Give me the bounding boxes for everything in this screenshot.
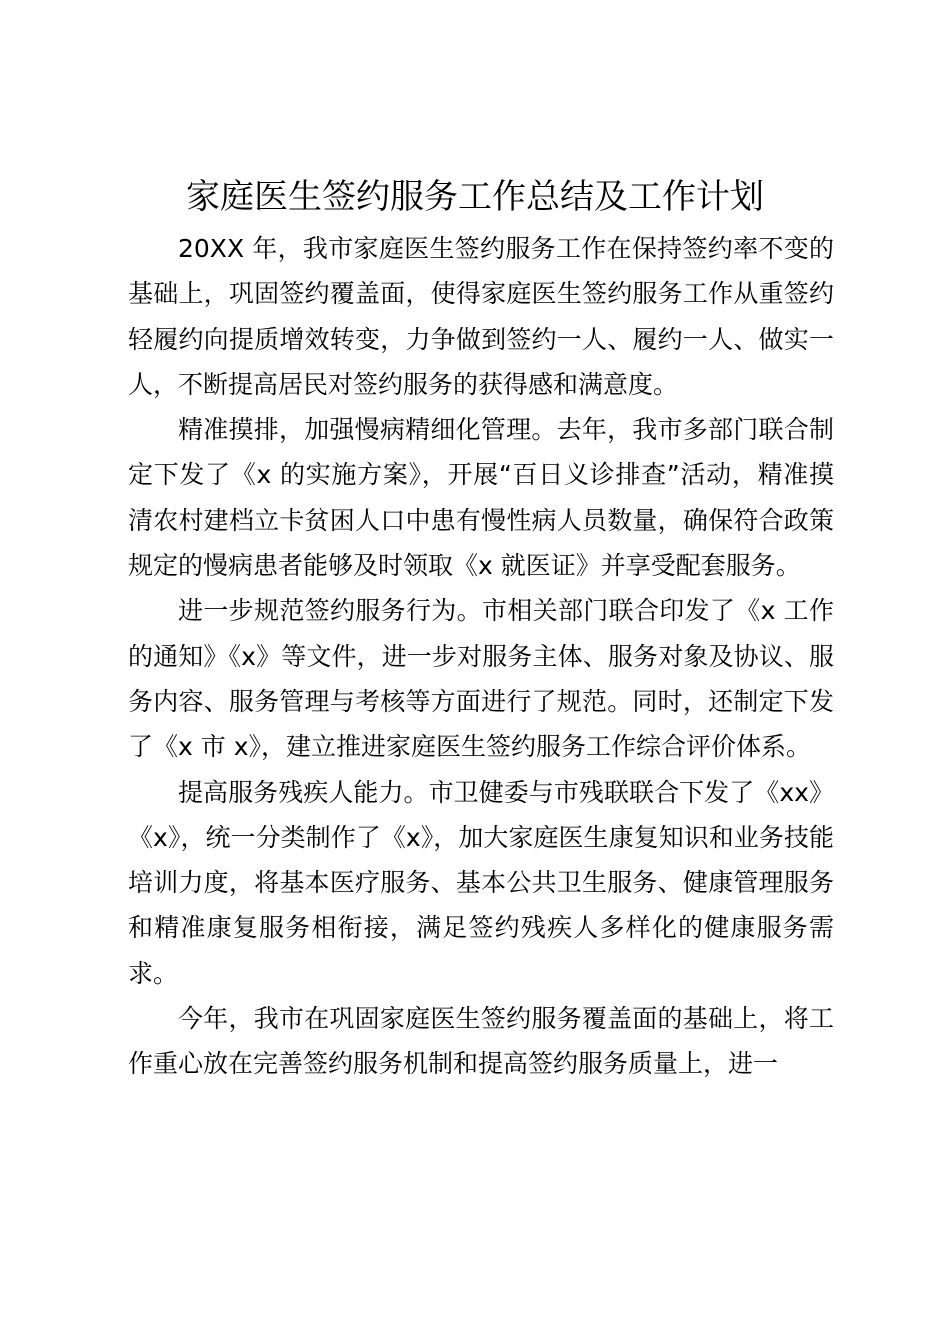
paragraph-this-year: 今年，我市在巩固家庭医生签约服务覆盖面的基础上，将工作重心放在完善签约服务机制和提高签约服务质量上，进一 — [128, 1004, 834, 1079]
document-body — [128, 226, 834, 1087]
paragraph-intro: 20XX 年，我市家庭医生签约服务工作在保持签约率不变的基础上，巩固签约覆盖面，使得家庭医生签约服务工作从重签约轻履约向提质增效转变，力争做到签约一人、履约一人、做实一人，不断提高居民对签约服务的获得感和满意度。 — [128, 234, 834, 399]
document-title: 家庭医生签约服务工作总结及工作计划 — [186, 177, 764, 217]
paragraph-chronic-disease: 精准摸排，加强慢病精细化管理。去年，我市多部门联合制定下发了《x 的实施方案》，开展“百日义诊排查”活动，精准摸清农村建档立卡贫困人口中患有慢性病人员数量，确保符合政策规定的慢病患者能够及时领取《x 就医证》并享受配套服务。 — [128, 415, 834, 581]
paragraph-service-standards: 进一步规范签约服务行为。市相关部门联合印发了《x 工作的通知》《x》等文件，进一步对服务主体、服务对象及协议、服务内容、服务管理与考核等方面进行了规范。同时，还制定下发了《x 市 x》，建立推进家庭医生签约服务工作综合评价体系。 — [128, 596, 834, 762]
paragraph-disability-services: 提高服务残疾人能力。市卫健委与市残联联合下发了《xx》《x》，统一分类制作了《x》，加大家庭医生康复知识和业务技能培训力度，将基本医疗服务、基本公共卫生服务、健康管理服务和精准康复服务相衔接，满足签约残疾人多样化的健康服务需求。 — [128, 777, 834, 988]
